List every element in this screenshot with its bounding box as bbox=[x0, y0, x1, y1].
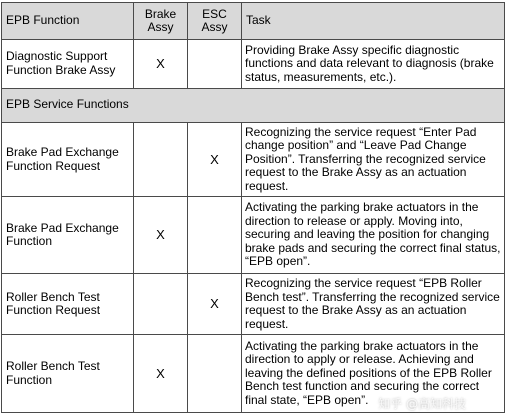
task-cell: Activating the parking brake actuators in the direction to apply or release. Achieving and leaving the defined positions of the EPB Roller Bench test function and securing the correct final state, “EPB open”. bbox=[242, 335, 505, 413]
table-row bbox=[2, 40, 505, 88]
header-function: EPB Function bbox=[2, 3, 134, 40]
function-cell: Roller Bench Test Function bbox=[2, 335, 134, 413]
esc-assy-cell bbox=[188, 335, 242, 413]
task-cell: Activating the parking brake actuators in the direction to release or apply. Moving into, securing and leaving the position for changing brake pads and securing the correct final status, “EPB open”. bbox=[242, 197, 505, 274]
brake-assy-cell: X bbox=[134, 40, 188, 88]
brake-assy-cell: X bbox=[134, 335, 188, 413]
header-task: Task bbox=[242, 3, 505, 40]
table-row bbox=[2, 122, 505, 197]
header-brake-assy: Brake Assy bbox=[134, 3, 188, 40]
function-cell: Diagnostic Support Function Brake Assy bbox=[2, 40, 134, 88]
table-row bbox=[2, 273, 505, 334]
section-row bbox=[2, 88, 505, 122]
task-cell: Recognizing the service request “EPB Roller Bench test”. Transferring the recognized service request to the Brake Assy as an actuation request. bbox=[242, 273, 505, 334]
function-cell: Roller Bench Test Function Request bbox=[2, 273, 134, 334]
section-title: EPB Service Functions bbox=[2, 88, 505, 122]
table-header-row bbox=[2, 3, 505, 40]
brake-assy-cell bbox=[134, 273, 188, 334]
watermark: 知乎 @高知科技 bbox=[378, 397, 466, 411]
esc-assy-cell: X bbox=[188, 122, 242, 197]
brake-assy-cell: X bbox=[134, 197, 188, 274]
task-cell: Recognizing the service request “Enter Pad change position” and “Leave Pad Change Position”. Transferring the recognized service request to the Brake Assy as an actuation request. bbox=[242, 122, 505, 197]
epb-function-table bbox=[1, 2, 505, 413]
esc-assy-cell bbox=[188, 197, 242, 274]
brake-assy-cell bbox=[134, 122, 188, 197]
task-cell: Providing Brake Assy specific diagnostic functions and data relevant to diagnosis (brake status, measurements, etc.). bbox=[242, 40, 505, 88]
function-cell: Brake Pad Exchange Function Request bbox=[2, 122, 134, 197]
header-esc-assy: ESC Assy bbox=[188, 3, 242, 40]
table-row bbox=[2, 197, 505, 274]
esc-assy-cell bbox=[188, 40, 242, 88]
esc-assy-cell: X bbox=[188, 273, 242, 334]
function-cell: Brake Pad Exchange Function bbox=[2, 197, 134, 274]
